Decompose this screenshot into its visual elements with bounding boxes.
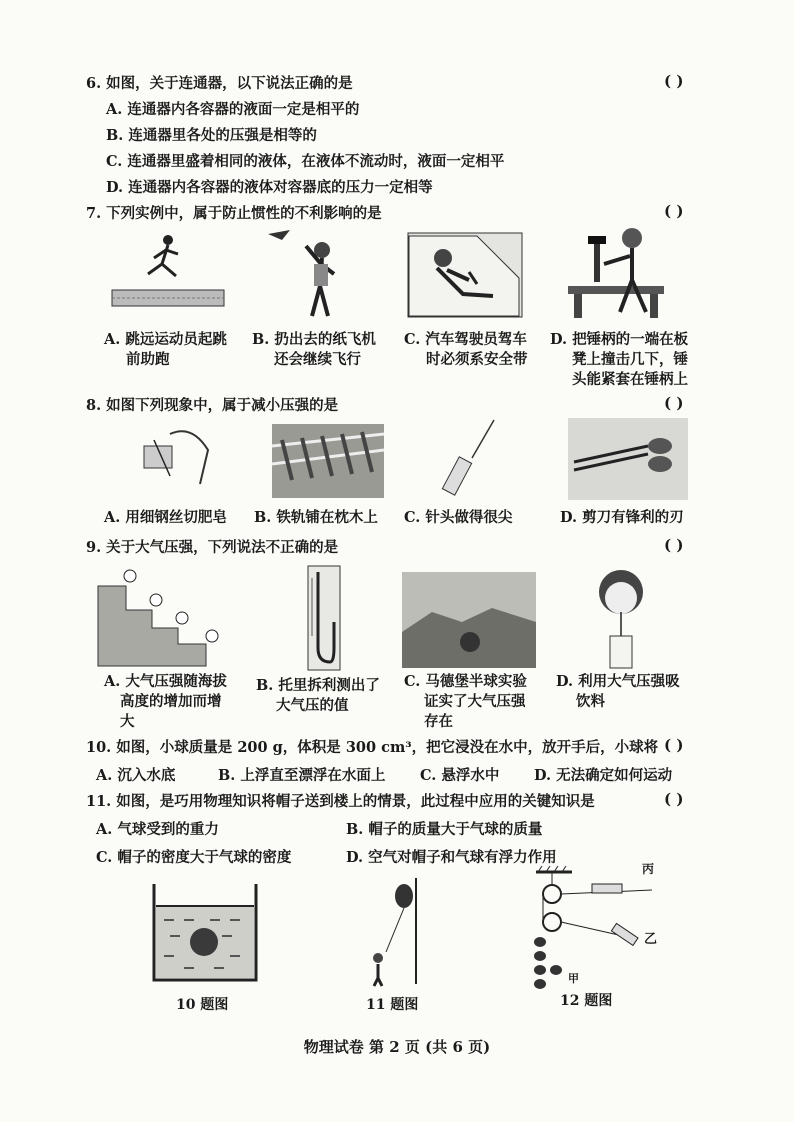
q9-image-altitude [96, 566, 246, 670]
q7-label-b [252, 330, 376, 370]
q7-image-hammer [560, 220, 670, 320]
q7-label-c [404, 330, 528, 370]
q8-label-c: C. 针头做得很尖 [404, 509, 513, 526]
q8-image-needle [432, 418, 506, 502]
q9-label-a-line1: A. 大气压强随海拔 [104, 673, 227, 690]
q6-option-c: C. 连通器里盛着相同的液体，在液体不流动时，液面一定相平 [106, 153, 505, 170]
q10-option-c: C. 悬浮水中 [420, 767, 500, 784]
q7-label-c-line1: C. 汽车驾驶员驾车 [404, 331, 527, 348]
fig12-mark-yi: 乙 [644, 932, 658, 947]
fig12-mark-bing: 丙 [642, 862, 655, 876]
q6-option-d: D. 连通器内各容器的液体对容器底的压力一定相等 [106, 179, 433, 196]
fig10-beaker [150, 880, 260, 984]
q10-option-a: A. 沉入水底 [96, 767, 176, 784]
q7-label-b-line1: B. 扔出去的纸飞机 [252, 331, 376, 348]
q9-label-d-line1: D. 利用大气压强吸 [556, 673, 680, 690]
q9-label-c [404, 672, 527, 732]
q9-label-b-line2: 大气压的值 [276, 697, 349, 714]
fig12-caption: 12 题图 [560, 993, 613, 1009]
q9-label-c-line3: 存在 [424, 713, 453, 730]
q9-image-magdeburg [402, 572, 536, 668]
q10-answer-paren: ( ) [664, 736, 684, 754]
q9-label-a-line3: 大 [120, 713, 135, 730]
q9-label-b [256, 676, 380, 716]
q7-image-long-jump [112, 232, 224, 312]
q7-label-d [550, 330, 688, 390]
q7-label-d-line3: 头能紧套在锤柄上 [572, 371, 688, 388]
q9-stem: 9. 关于大气压强，下列说法不正确的是 [86, 539, 339, 556]
q9-label-d [556, 672, 680, 712]
q10-option-d: D. 无法确定如何运动 [534, 767, 673, 784]
fig11-caption: 11 题图 [366, 997, 419, 1013]
q8-image-scissors [568, 418, 688, 500]
q8-label-d: D. 剪刀有锋利的刃 [560, 509, 684, 526]
q9-image-torricelli [304, 566, 344, 670]
q7-label-b-line2: 还会继续飞行 [274, 351, 361, 368]
q9-image-drinking [594, 566, 648, 670]
q7-label-c-line2: 时必须系安全带 [426, 351, 528, 368]
q7-label-a-line2: 前助跑 [126, 351, 170, 368]
q6-option-a: A. 连通器内各容器的液面一定是相平的 [106, 101, 360, 118]
q9-answer-paren: ( ) [664, 536, 684, 554]
q9-label-c-line2: 证实了大气压强 [424, 693, 526, 710]
q8-image-rail [272, 420, 384, 500]
q11-answer-paren: ( ) [664, 790, 684, 808]
q6-answer-paren: ( ) [664, 72, 684, 90]
q7-label-a [104, 330, 227, 370]
q7-image-seatbelt [407, 232, 523, 318]
q11-option-a: A. 气球受到的重力 [96, 821, 219, 838]
q10-option-b: B. 上浮直至漂浮在水面上 [218, 767, 386, 784]
q10-stem: 10. 如图，小球质量是 200 g，体积是 300 cm³，把它浸没在水中，放开手后，小球将 [86, 739, 659, 756]
fig12-pulley-system [532, 864, 672, 994]
fig12-mark-jia: 甲 [568, 972, 579, 985]
q8-label-a: A. 用细钢丝切肥皂 [104, 509, 227, 526]
q8-image-soap [130, 420, 214, 496]
q8-label-b: B. 铁轨铺在枕木上 [254, 509, 378, 526]
q9-label-c-line1: C. 马德堡半球实验 [404, 673, 527, 690]
q9-label-b-line1: B. 托里拆利测出了 [256, 677, 380, 694]
q7-stem: 7. 下列实例中，属于防止惯性的不利影响的是 [86, 205, 382, 222]
fig11-balloon-hat [362, 874, 432, 986]
q7-answer-paren: ( ) [664, 202, 684, 220]
q9-label-a [104, 672, 227, 732]
q8-stem: 8. 如图下列现象中，属于减小压强的是 [86, 397, 339, 414]
q11-option-c: C. 帽子的密度大于气球的密度 [96, 849, 292, 866]
q7-label-d-line1: D. 把锤柄的一端在板 [550, 331, 689, 348]
q7-label-d-line2: 凳上撞击几下，锤 [572, 351, 688, 368]
page-footer: 物理试卷 第 2 页 (共 6 页) [303, 1038, 491, 1056]
q8-answer-paren: ( ) [664, 394, 684, 412]
q6-stem: 6. 如图，关于连通器，以下说法正确的是 [86, 75, 353, 92]
q7-label-a-line1: A. 跳远运动员起跳 [104, 331, 227, 348]
q11-option-b: B. 帽子的质量大于气球的质量 [346, 821, 543, 838]
q7-image-paper-plane [262, 224, 352, 318]
q6-option-b: B. 连通器里各处的压强是相等的 [106, 127, 317, 144]
q11-stem: 11. 如图，是巧用物理知识将帽子送到楼上的情景，此过程中应用的关键知识是 [86, 793, 595, 810]
q9-label-a-line2: 高度的增加而增 [120, 693, 222, 710]
fig10-caption: 10 题图 [176, 997, 229, 1013]
q11-option-d: D. 空气对帽子和气球有浮力作用 [346, 849, 557, 866]
q9-label-d-line2: 饮料 [576, 693, 605, 710]
